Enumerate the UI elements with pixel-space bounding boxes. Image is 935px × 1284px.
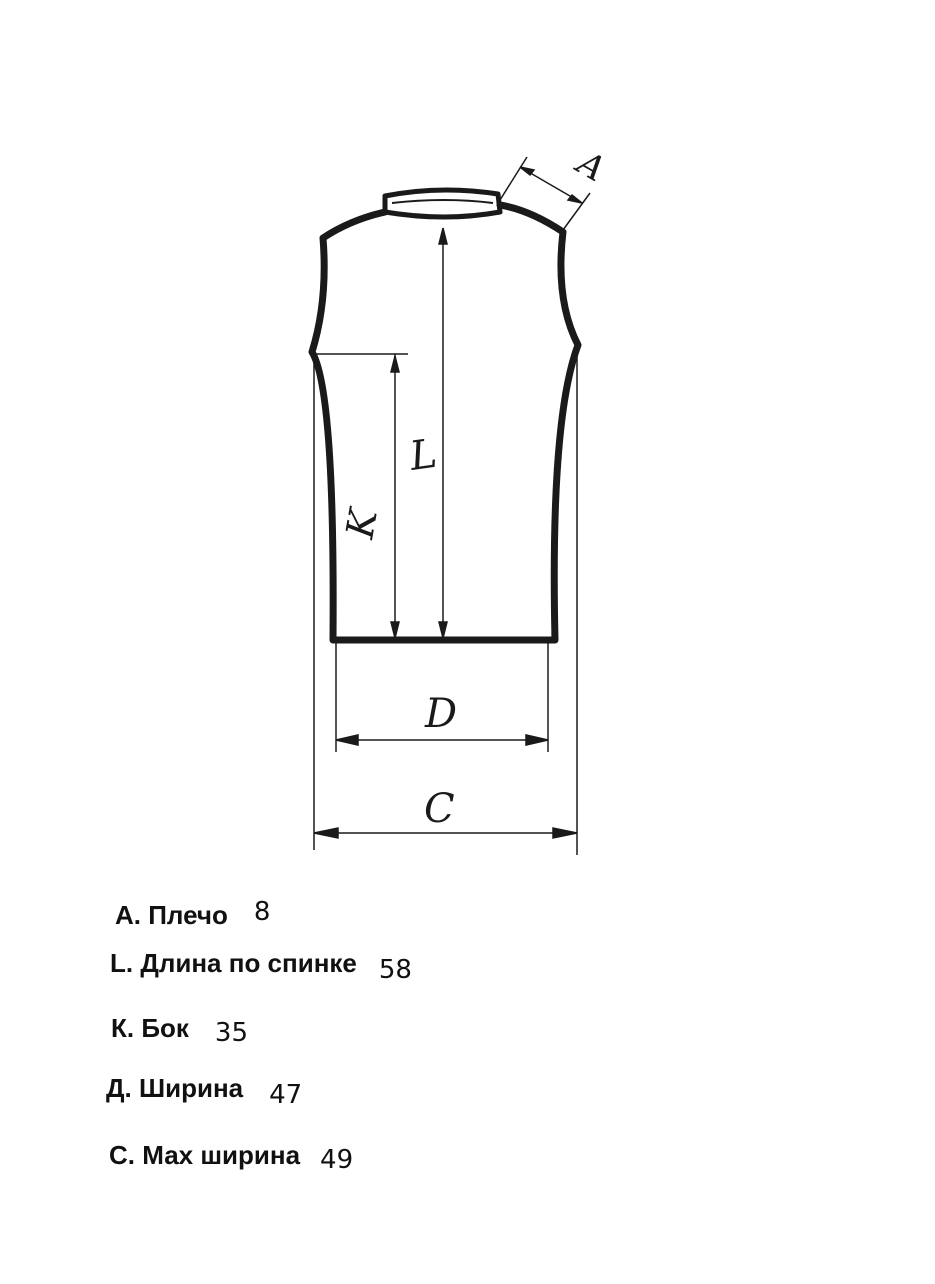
- measurement-value: 49: [320, 1145, 354, 1175]
- letter-d: D: [425, 691, 458, 737]
- letter-k: K: [337, 505, 386, 542]
- letter-a: A: [570, 143, 612, 191]
- collar: [385, 190, 500, 217]
- measurement-label: С. Мах ширина: [109, 1140, 301, 1170]
- dimension-c: [314, 352, 577, 855]
- measurement-side: [111, 1013, 248, 1048]
- letter-l: L: [406, 430, 440, 480]
- measurement-shoulder: [115, 897, 271, 931]
- measurement-label: А. Плечо: [115, 900, 228, 930]
- measurement-value: 58: [378, 955, 412, 985]
- measurement-back-length: [110, 948, 412, 985]
- measurement-value: 47: [269, 1080, 303, 1110]
- collar-inner-line: [392, 200, 493, 203]
- letter-c: C: [424, 786, 455, 832]
- measurement-width: [106, 1073, 303, 1110]
- vest-outline: [312, 205, 578, 640]
- measurement-label: Д. Ширина: [106, 1073, 244, 1103]
- measurement-label: К. Бок: [111, 1013, 189, 1043]
- measurement-label: L. Длина по спинке: [110, 948, 357, 978]
- dimension-l: [439, 228, 447, 638]
- measurement-value: 8: [253, 897, 271, 927]
- measurement-value: 35: [214, 1018, 248, 1048]
- measurement-max-width: [109, 1140, 354, 1175]
